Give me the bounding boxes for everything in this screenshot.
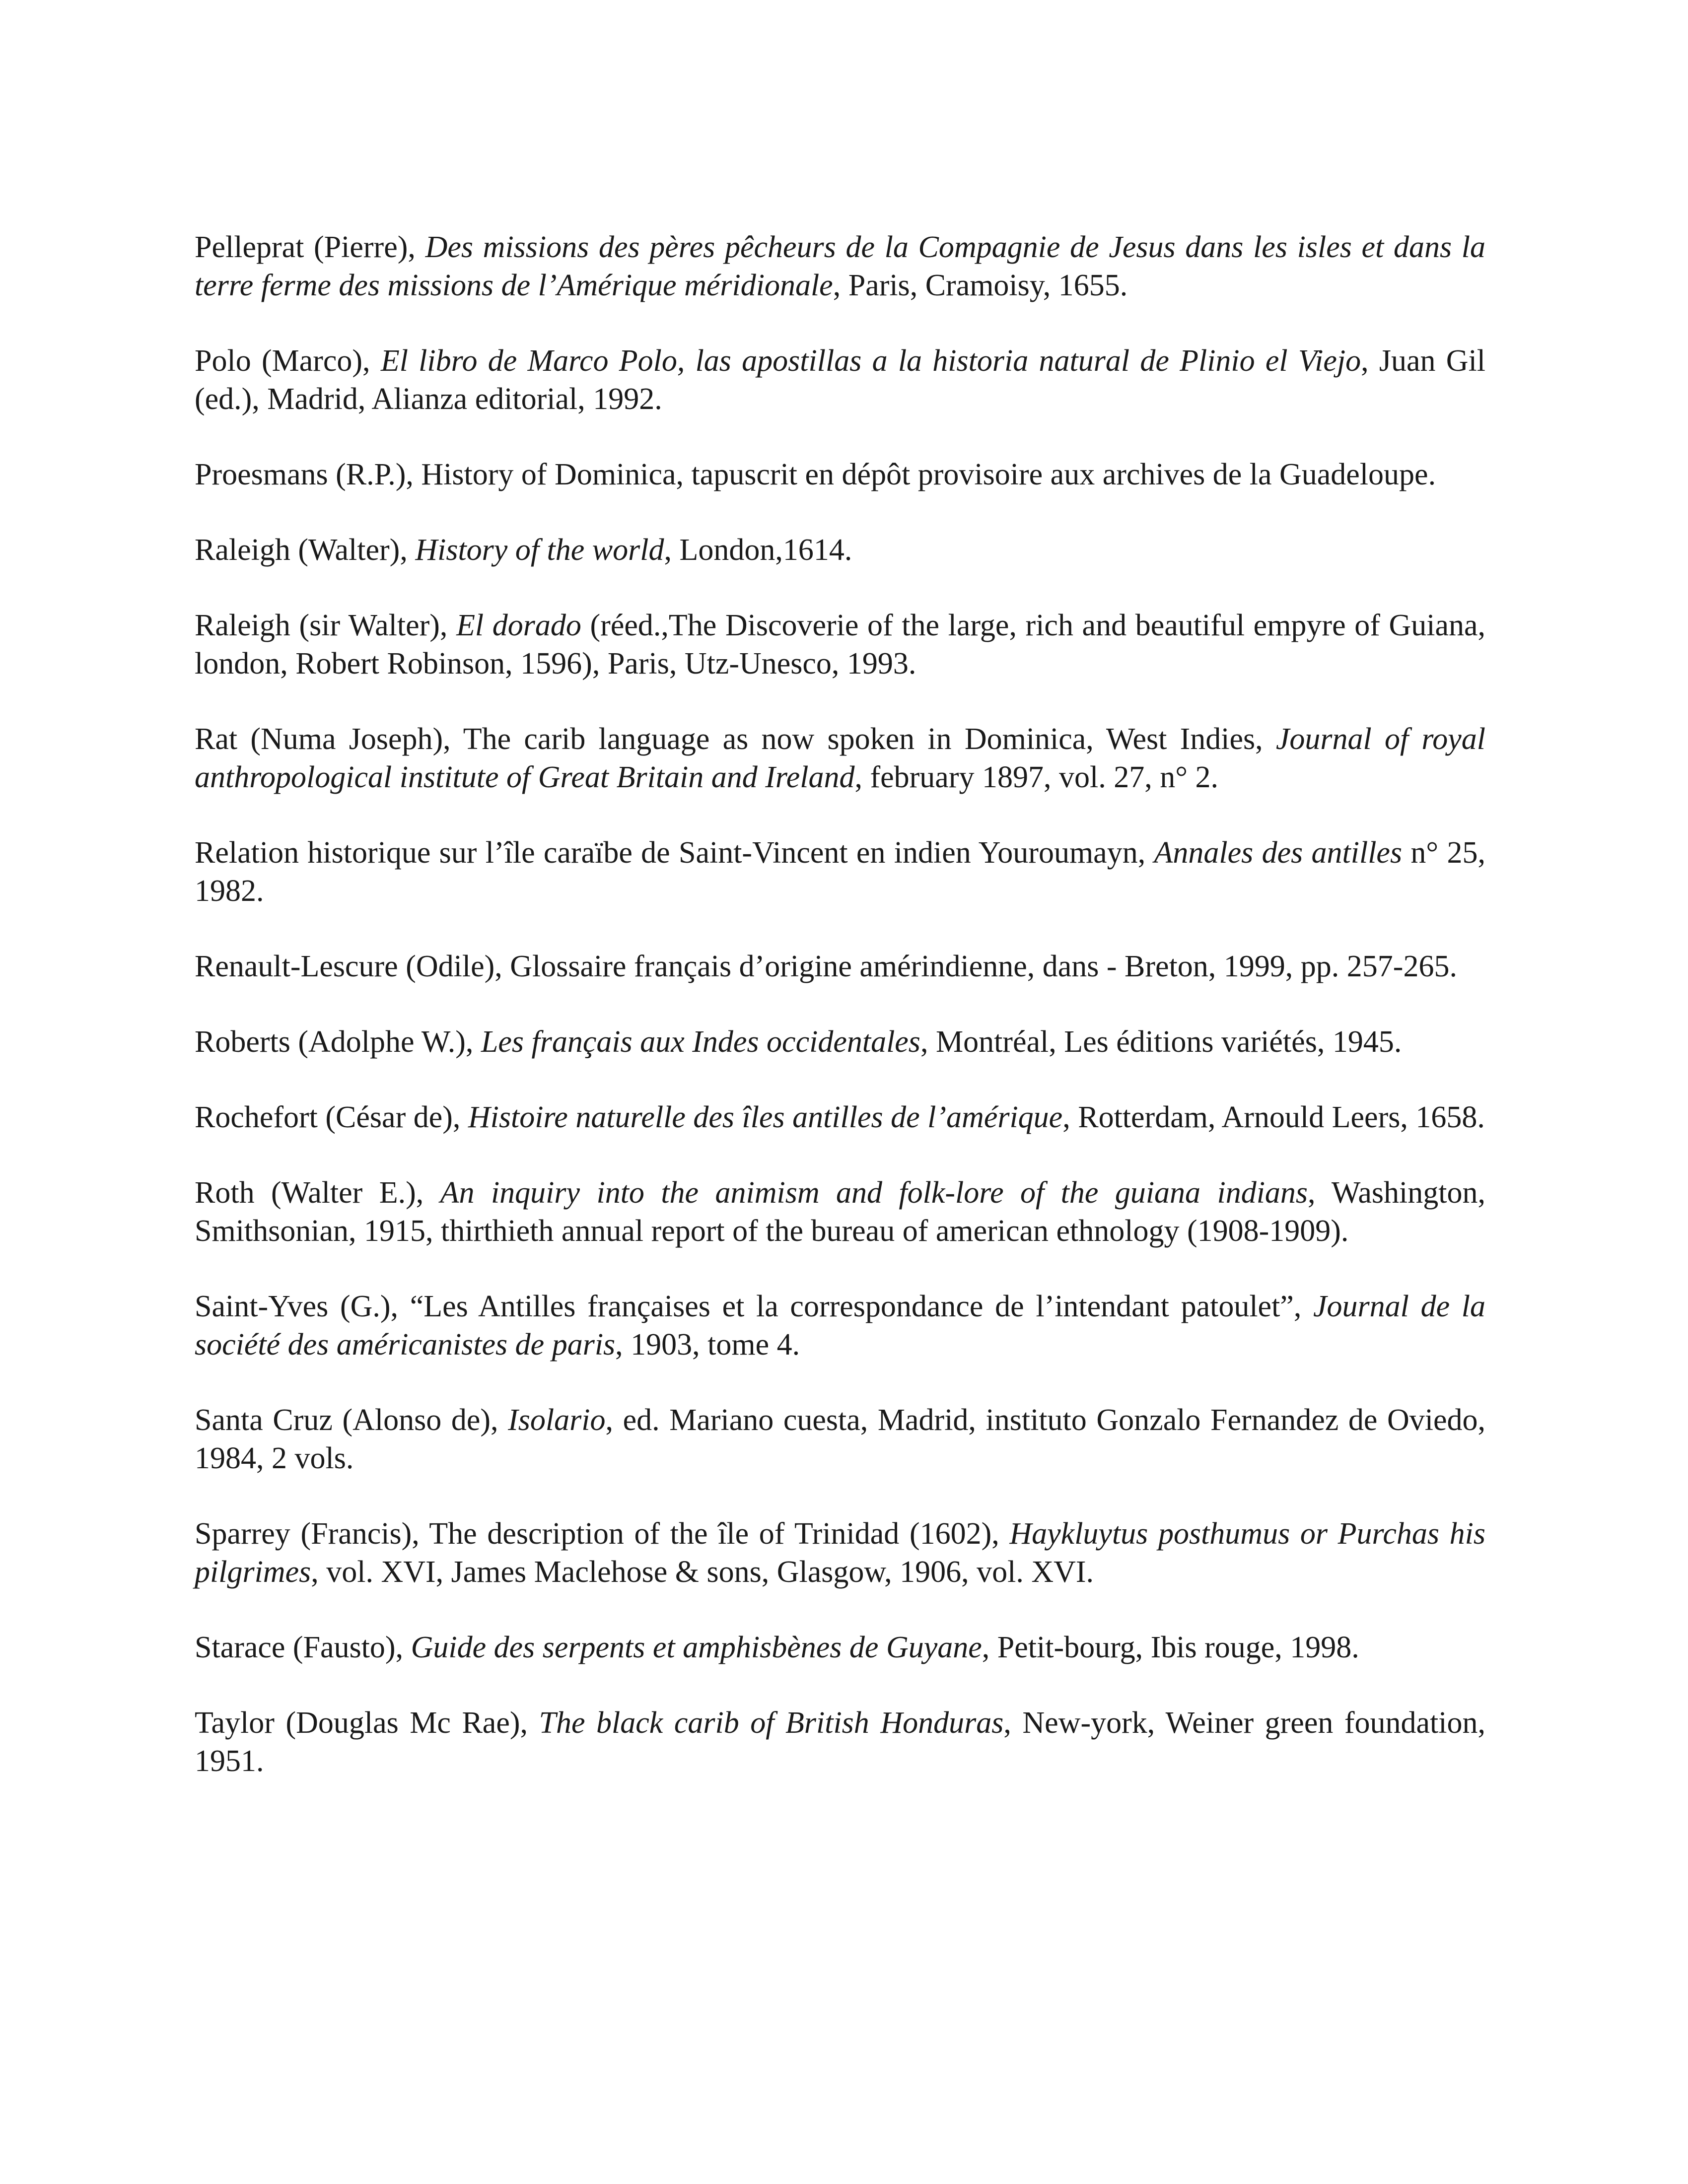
entry-text: Relation historique sur l’île caraïbe de Saint-Vincent en indien Youroumayn,: [195, 836, 1154, 870]
entry-title-italic: Annales des antilles: [1154, 836, 1403, 870]
entry-title-italic: Histoire naturelle des îles antilles de l’amérique: [468, 1100, 1063, 1134]
entry-text: , Juan Gil (ed.), Madrid, Alianza editorial, 1992.: [195, 344, 1486, 416]
bibliography-entry: [195, 1515, 1485, 1591]
entry-text: Rochefort (César de),: [195, 1100, 468, 1134]
bibliography-entry: [195, 1023, 1485, 1061]
entry-title-italic: The black carib of British Honduras: [539, 1706, 1004, 1740]
entry-title-italic: Journal of royal anthropological institute of Great Britain and Ireland: [195, 722, 1486, 794]
entry-text: , Montréal, Les éditions variétés, 1945.: [920, 1025, 1402, 1059]
entry-text: Roberts (Adolphe W.),: [195, 1025, 481, 1059]
entry-text: , London,1614.: [664, 533, 852, 567]
entry-text: Raleigh (Walter),: [195, 533, 416, 567]
entry-text: Polo (Marco),: [195, 344, 381, 378]
entry-text: , february 1897, vol. 27, n° 2.: [854, 760, 1218, 794]
entry-title-italic: Isolario: [508, 1403, 606, 1437]
bibliography-entry: [195, 228, 1485, 305]
entry-text: Roth (Walter E.),: [195, 1176, 440, 1210]
bibliography-entry: [195, 607, 1485, 683]
entry-text: , Petit-bourg, Ibis rouge, 1998.: [982, 1631, 1359, 1664]
entry-text: , New-york, Weiner green foundation, 1951.: [195, 1706, 1485, 1778]
entry-text: , ed. Mariano cuesta, Madrid, instituto Gonzalo Fernandez de Oviedo, 1984, 2 vols.: [195, 1403, 1485, 1475]
bibliography-entry: [195, 948, 1485, 986]
entry-text: Sparrey (Francis), The description of the île of Trinidad (1602),: [195, 1517, 1010, 1551]
bibliography-entry: [195, 834, 1485, 910]
bibliography-entry: [195, 342, 1485, 418]
entry-text: Santa Cruz (Alonso de),: [195, 1403, 508, 1437]
entry-text: Taylor (Douglas Mc Rae),: [195, 1706, 539, 1740]
entry-text: , Rotterdam, Arnould Leers, 1658.: [1062, 1100, 1485, 1134]
entry-text: , Washington, Smithsonian, 1915, thirthieth annual report of the bureau of american ethnology (1908-1909).: [195, 1176, 1485, 1248]
entry-text: , 1903, tome 4.: [615, 1328, 800, 1362]
entry-text: Renault-Lescure (Odile), Glossaire français d’origine amérindienne, dans - Breton, 1999, pp. 257-265.: [195, 950, 1457, 983]
entry-text: n° 25, 1982.: [195, 836, 1485, 908]
bibliography-entry: [195, 1629, 1485, 1667]
entry-text: , vol. XVI, James Maclehose & sons, Glasgow, 1906, vol. XVI.: [311, 1555, 1094, 1589]
entry-text: Saint-Yves (G.), “Les Antilles françaises et la correspondance de l’intendant patoulet”,: [195, 1290, 1314, 1323]
bibliography-entry: [195, 531, 1485, 569]
entry-text: , Paris, Cramoisy, 1655.: [833, 269, 1128, 302]
entry-title-italic: Haykluytus posthumus or Purchas his pilgrimes: [195, 1517, 1485, 1589]
entry-text: Proesmans (R.P.), History of Dominica, tapuscrit en dépôt provisoire aux archives de la Guadeloupe.: [195, 458, 1436, 491]
bibliography-entry: [195, 1401, 1485, 1478]
entry-text: Rat (Numa Joseph), The carib language as now spoken in Dominica, West Indies,: [195, 722, 1276, 756]
bibliography-entry: [195, 1704, 1485, 1780]
entry-title-italic: Les français aux Indes occidentales: [481, 1025, 920, 1059]
entry-text: Raleigh (sir Walter),: [195, 609, 457, 642]
bibliography-entry: [195, 1098, 1485, 1137]
entry-title-italic: El dorado: [456, 609, 581, 642]
entry-title-italic: History of the world: [415, 533, 664, 567]
bibliography-entry: [195, 1288, 1485, 1364]
entry-title-italic: Des missions des pères pêcheurs de la Compagnie de Jesus dans les isles et dans la terre ferme des missions de l’Amérique méridionale: [195, 230, 1485, 302]
bibliography-entry: [195, 1174, 1485, 1250]
entry-title-italic: An inquiry into the animism and folk-lore of the guiana indians: [440, 1176, 1308, 1210]
bibliography-entry: [195, 456, 1485, 494]
entry-text: (réed.,The Discoverie of the large, rich and beautiful empyre of Guiana, london, Robert Robinson, 1596), Paris, Utz-Unesco, 1993.: [195, 609, 1485, 681]
bibliography-page: [195, 228, 1485, 1818]
entry-title-italic: Guide des serpents et amphisbènes de Guyane: [411, 1631, 982, 1664]
entry-text: Pelleprat (Pierre),: [195, 230, 425, 264]
bibliography-entry: [195, 720, 1485, 797]
entry-title-italic: El libro de Marco Polo, las apostillas a la historia natural de Plinio el Viejo: [380, 344, 1361, 378]
entry-title-italic: Journal de la société des américanistes de paris: [195, 1290, 1485, 1362]
entry-text: Starace (Fausto),: [195, 1631, 411, 1664]
